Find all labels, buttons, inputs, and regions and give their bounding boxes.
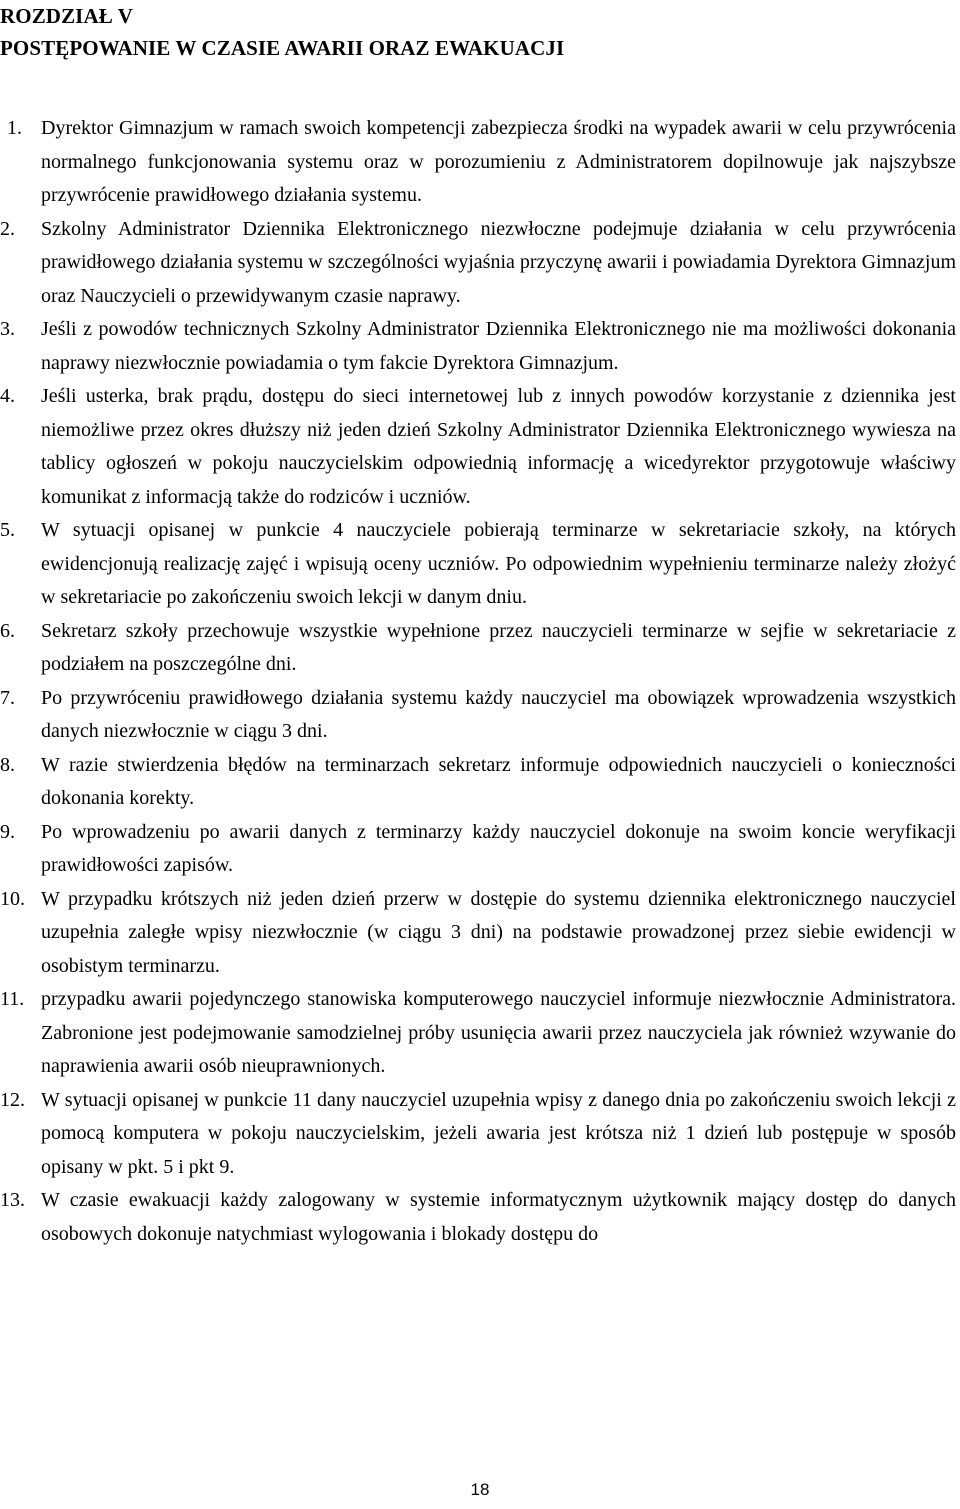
item-text: W przypadku krótszych niż jeden dzień przerw w dostępie do systemu dziennika elektronicznego nauczyciel uzupełnia zaległe wpisy niezwłocznie (w ciągu 3 dni) na podstawie prowadzonej przez siebie ewidencji w osobistym terminarzu. (41, 887, 956, 977)
item-number: 10. (0, 887, 25, 910)
item-number: 9. (0, 820, 15, 843)
list-item (0, 380, 956, 514)
list-item (0, 883, 956, 984)
list-item (0, 615, 956, 682)
item-text: Po wprowadzeniu po awarii danych z terminarzy każdy nauczyciel dokonuje na swoim koncie weryfikacji prawidłowości zapisów. (41, 820, 956, 876)
item-text: Szkolny Administrator Dziennika Elektronicznego niezwłoczne podejmuje działania w celu przywrócenia prawidłowego działania systemu w szczególności wyjaśnia przyczynę awarii i powiadamia Dyrektora Gimnazjum oraz Nauczycieli o przewidywanym czasie naprawy. (41, 217, 956, 307)
item-number: 8. (0, 753, 15, 776)
item-number: 2. (0, 217, 15, 240)
item-text: Jeśli z powodów technicznych Szkolny Administrator Dziennika Elektronicznego nie ma możliwości dokonania naprawy niezwłocznie powiadamia o tym fakcie Dyrektora Gimnazjum. (41, 318, 956, 374)
list-item (0, 514, 956, 615)
item-text: W czasie ewakuacji każdy zalogowany w systemie informatycznym użytkownik mający dostęp do danych osobowych dokonuje natychmiast wylogowania i blokady dostępu do (41, 1189, 956, 1245)
item-text: Jeśli usterka, brak prądu, dostępu do sieci internetowej lub z innych powodów korzystanie z dziennika jest niemożliwe przez okres dłuższy niż jeden dzień Szkolny Administrator Dziennika Elektronicznego wywiesza na tablicy ogłoszeń w pokoju nauczycielskim odpowiednią informację a wicedyrektor przygotowuje właściwy komunikat z informacją także do rodziców i uczniów. (41, 385, 956, 508)
item-number: 12. (0, 1088, 25, 1111)
item-number: 11. (0, 988, 25, 1010)
item-number: 5. (0, 519, 15, 541)
list-item (0, 112, 956, 213)
list-item (0, 682, 956, 749)
item-text: W razie stwierdzenia błędów na terminarzach sekretarz informuje odpowiednich nauczycieli o konieczności dokonania korekty. (41, 753, 956, 809)
item-text: Sekretarz szkoły przechowuje wszystkie wypełnione przez nauczycieli terminarze w sejfie w sekretariacie z podziałem na poszczególne dni. (41, 619, 956, 675)
chapter-title: POSTĘPOWANIE W CZASIE AWARII ORAZ EWAKUACJI (0, 36, 565, 60)
item-text: Po przywróceniu prawidłowego działania systemu każdy nauczyciel ma obowiązek wprowadzenia wszystkich danych niezwłocznie w ciągu 3 dni. (41, 686, 956, 742)
item-text: Dyrektor Gimnazjum w ramach swoich kompetencji zabezpiecza środki na wypadek awarii w celu przywrócenia normalnego funkcjonowania systemu oraz w porozumieniu z Administratorem dopilnowuje jak najszybsze przywrócenie prawidłowego działania systemu. (41, 117, 956, 206)
item-number: 3. (0, 318, 15, 340)
list-item (0, 313, 956, 380)
item-number: 1. (7, 117, 22, 139)
list-item (0, 1084, 956, 1185)
chapter-heading (0, 0, 564, 64)
list-item (0, 816, 956, 883)
list-item (0, 983, 956, 1084)
page-number: 18 (470, 1480, 490, 1499)
list-item (0, 749, 956, 816)
item-number: 4. (0, 385, 15, 407)
item-text: W sytuacji opisanej w punkcie 4 nauczyciele pobierają terminarze w sekretariacie szkoły, na których ewidencjonują realizację zajęć i wpisują oceny uczniów. Po odpowiednim wypełnieniu terminarze należy złożyć w sekretariacie po zakończeniu swoich lekcji w danym dniu. (41, 519, 956, 608)
item-number: 13. (0, 1189, 25, 1211)
list-item (0, 1184, 956, 1251)
list-item (0, 213, 956, 314)
item-text: W sytuacji opisanej w punkcie 11 dany nauczyciel uzupełnia wpisy z danego dnia po zakończeniu swoich lekcji z pomocą komputera w pokoju nauczycielskim, jeżeli awaria jest krótsza niż 1 dzień lub postępuje w sposób opisany w pkt. 5 i pkt 9. (41, 1088, 956, 1178)
procedure-list (0, 112, 956, 1251)
item-number: 6. (0, 619, 15, 642)
chapter-label: ROZDZIAŁ V (0, 4, 134, 28)
item-text: przypadku awarii pojedynczego stanowiska komputerowego nauczyciel informuje niezwłocznie Administratora. Zabronione jest podejmowanie samodzielnej próby usunięcia awarii przez nauczyciela jak również wzywanie do naprawienia awarii osób nieuprawnionych. (41, 988, 956, 1077)
item-number: 7. (0, 686, 15, 709)
